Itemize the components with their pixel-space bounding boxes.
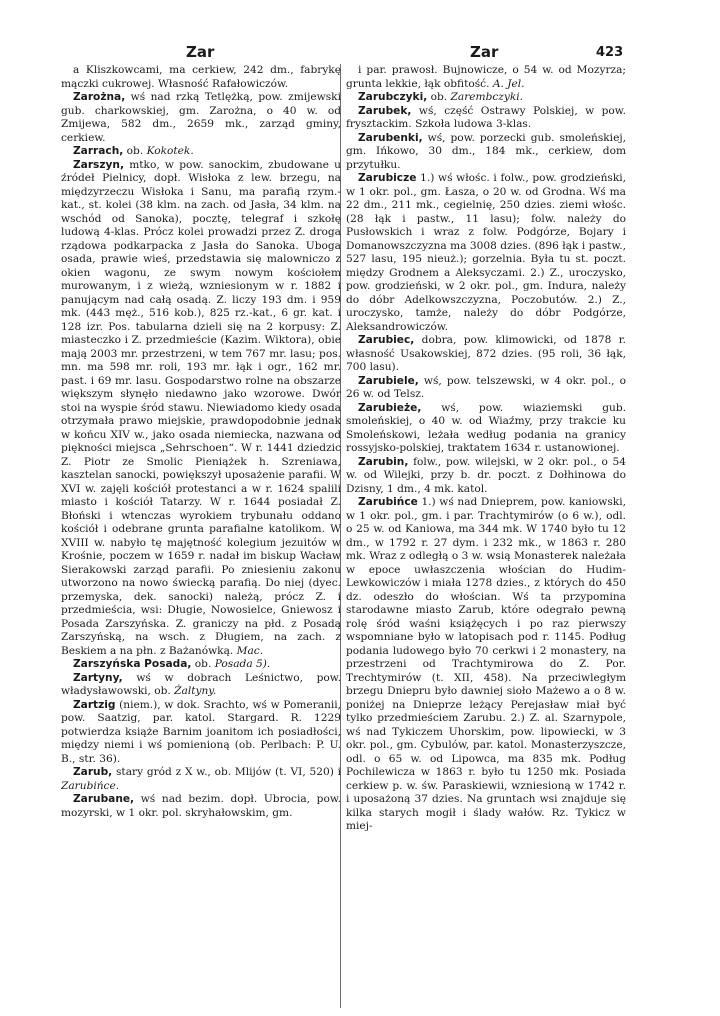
entry-text: stary gród z X w., ob. Mlijów (t. VI, 520) i — [116, 766, 341, 778]
entry-headword: Zarubicze — [358, 172, 417, 184]
right-column — [346, 64, 626, 1012]
entry-text: 1.) wś nad Dnieprem, pow. kaniowski, w 1 okr. pol., gm. i par. Trachtymirów (o 6 w.), odl. o 25 w. od Kaniowa, ma 344 mk. W 1740 było tu 12 dm., w 1792 r. 27 dym. i 232 mk., w 1863 r. 280 mk. Wraz z odległą o 3 w. wsią Monasterek należała w epoce uwłaszczenia włościan do Hudim-Lewkowiczów i miała 1278 dzies., z których do 450 dz. odeszło do włościan. Wś ta przypomina starodawne miasto Zarub, które odegrało pewną rolę śród waśni książęcych i po raz pierwszy wspomniane było w latopisach pod r. 1145. Podług podania ludowego było 70 cerkwi i 2 monastery, na przestrzeni od Trachtymirowa do Z. Por. Trechtymirów (t. XII, 458). Na przeciwległym brzegu Dniepru było dawniej sioło Mażewo a o 8 w. poniżej na Dnieprze leżący Perejasław miał być tylko przedmieściem Zarubu. 2.) Z. al. Szarnypole, wś nad Tykiczem Uhorskim, pow. lipowiecki, w 3 okr. pol., gm. Cybulów, par. katol. Monasterzyszcze, odl. o 65 w. od Lipowca, ma 835 mk. Podług Pochilewicza w 1863 r. było tu 1250 mk. Posiada cerkiew p. w. św. Paraskiewii, wzniesioną w 1742 r. i uposażoną 37 dzies. Na gruntach wsi znajduje się kilka starych mogił i ślady wałów. Rz. Tykicz w miej- — [346, 496, 626, 832]
dictionary-entry — [61, 658, 341, 672]
dictionary-entry — [61, 159, 341, 659]
entry-headword: Zartyny, — [73, 671, 123, 684]
dictionary-entry — [346, 375, 626, 402]
dictionary-entry — [346, 105, 626, 132]
entry-text: dobra, pow. klimowicki, od 1878 r. własność Usakowskiej, 872 dzies. (95 roli, 36 łąk, 700 lasu). — [346, 334, 626, 373]
entry-headword: Zarszyn, — [73, 158, 124, 171]
entry-text: 1.) wś włośc. i folw., pow. grodzieński, w 1 okr. pol., gm. Łasza, o 20 w. od Grodna. Wś ma 22 dm., 211 mk., cegielnię, 250 dzies. ziemi włośc. (28 łąk i pastw., 11 lasu); folw. należy do Pusłowskich i wraz z folw. Podgórze, Bojary i Domanowszczyzna ma 3008 dzies. (896 łąk i pastw., 527 lasu, 195 nieuż.); gorzelnia. Była tu st. poczt. między Grodnem a Aleksyczami. 2.) Z., uroczysko, pow. grodzieński, w 2 okr. pol., gm. Indura, należy do dóbr Adelkowszczyzna, Poczobutów. 2.) Z., uroczysko, tamże, należy do dóbr Podgórze, Aleksandrowiczów. — [346, 172, 626, 333]
cross-reference: Kokotek. — [146, 145, 194, 157]
entry-text: ob. — [126, 145, 144, 157]
entry-text: wś, część Ostrawy Polskiej, w pow. frysztackim. Szkoła ludowa 3-klas. — [346, 104, 626, 130]
dictionary-entry — [61, 672, 341, 699]
entry-headword: Zarrach, — [73, 145, 124, 157]
dictionary-entry — [346, 456, 626, 497]
running-head-left: Zar — [186, 43, 215, 61]
dictionary-entry — [346, 132, 626, 173]
entry-headword: Zarubane, — [73, 793, 135, 805]
dictionary-entry — [346, 402, 626, 456]
entry-headword: Zarubenki, — [358, 131, 423, 144]
entry-author: Mac. — [236, 644, 264, 657]
entry-text: mtko, w pow. sanockim, zbudowane u źródeł Pielnicy, dopł. Wisłoka z lew. brzegu, na międzyrzeczu Wisłoka i Sanu, ma parafią rzym.-kat., st. kolei (38 klm. na zach. od Jasła, 34 klm. na wschód od Sanoka), pocztę, telegraf i szkołę ludową 4-klas. Prócz kolei prowadzi przez Z. droga rządowa podkarpacka z Jasła do Sanoka. Uboga osada, prawie wieś, przedstawia się malowniczo z okien wagonu, ze swym nowym kościołem murowanym, i z wieżą, wzniesionym w r. 1882 i panującym nad całą osadą. Z. liczy 193 dm. i 959 mk. (443 męż., 516 kob.), 825 rz.-kat., 6 gr. kat. i 128 izr. Pos. tabularna dzieli się na 2 korpusy: Z. miasteczko i Z. przedmieście (Kazim. Wiktora), obie mają 2003 mr. przestrzeni, w tem 767 mr. lasu; pos. mn. ma 598 mr. roli, 193 mr. łąk i ogr., 162 mr. past. i 69 mr. lasu. Gospodarstwo rolne na obszarze większym słynęło niedawno jako wzorowe. Dwór stoi na wyspie śród stawu. Niewiadomo kiedy osada otrzymała prawo miejskie, prawdopodobnie jednak w końcu XIV w., jako osada niemiecka, nazwana od piękności miejsca „Sehrschoen“. W r. 1441 dziedzic Z. Piotr ze Smolic Pieniążek h. Szreniawa, kasztelan sanocki, powiększył uposażenie parafii. W XVI w. zajęli kościół protestanci a w r. 1624 spalili miasto i kościół Tatarzy. W r. 1644 posiadał Z. Błoński i wtenczas wyrokiem trybunału oddano kościół i odebrane grunta parafialne katolikom. W XVIII w. nabyło tę majętność kolegium jezuitów w Krośnie, poczem w 1659 r. nadał im biskup Wacław Sierakowski zarząd parafii. Po zniesieniu zakonu utworzono na nowo świecką parafią. Do niej (dyec. przemyska, dek. sanocki) należą, prócz Z. i przedmieścia, wsi: Długie, Nowosielce, Gniewosz i Posada Zarszyńska. Z. graniczy na płd. z Posadą Zarszyńską, na wsch. z Długiem, na zach. z Beskiem a na płn. z Bażanówką. — [61, 158, 341, 657]
entry-text: ob. — [194, 658, 212, 670]
dictionary-entry — [346, 334, 626, 375]
cross-reference: Żaltyny. — [174, 685, 217, 697]
entry-headword: Zarubczyki, — [358, 91, 428, 103]
entry-text: wś nad rzką Tetlężką, pow. zmijewski gub. charkowskiej, gm. Zarożna, o 40 w. od Zmijewa, 582 dm., 2659 mk., zarząd gminy, cerkiew. — [61, 91, 341, 144]
dictionary-entry — [346, 64, 626, 91]
dictionary-entry — [61, 793, 341, 820]
dictionary-entry — [61, 766, 341, 793]
entry-text: (niem.), w dok. Srachto, wś w Pomeranii, pow. Saatzig, par. katol. Stargard. R. 1229 potwierdza książe Barnim joanitom ich posiadłości, między niemi i wś pomienioną (ob. Perlbach: P. U. B., str. 36). — [61, 698, 341, 765]
entry-text: i par. prawosł. Bujnowicze, o 54 w. od Mozyrza; grunta lekkie, łąk obfitość. — [346, 64, 626, 90]
entry-text: wś w dobrach Leśnictwo, pow. władysławowski, ob. — [61, 671, 341, 697]
entry-headword: Zarub, — [73, 766, 113, 778]
page-number: 423 — [596, 45, 624, 60]
dictionary-entry — [61, 145, 341, 159]
dictionary-entry — [346, 496, 626, 834]
entry-text: folw., pow. wilejski, w 2 okr. pol., o 54 w. od Wilejki, przy b. dr. poczt. z Dołhinowa do Dzisny, 1 dm., 4 mk. katol. — [346, 455, 626, 495]
entry-headword: Zarożna, — [73, 91, 126, 103]
dictionary-entry — [61, 64, 341, 91]
entry-text: ob. — [430, 91, 448, 103]
entry-headword: Zarubek, — [358, 104, 412, 117]
cross-reference: Zarubińce. — [61, 779, 120, 792]
dictionary-entry — [61, 91, 341, 145]
dictionary-entry — [346, 91, 626, 105]
entry-headword: Zarubińce — [358, 496, 418, 508]
entry-headword: Zarubin, — [358, 455, 409, 468]
running-head-right: Zar — [470, 43, 499, 61]
entry-headword: Zarubiele, — [358, 374, 419, 387]
entry-text: wś, pow. porzecki gub. smoleńskiej, gm. Ińkowo, 30 dm., 184 mk., cerkiew, dom przytułku. — [346, 131, 626, 171]
dictionary-entry — [346, 172, 626, 334]
entry-text: wś, pow. telszewski, w 4 okr. pol., o 26 w. od Telsz. — [346, 374, 626, 400]
entry-headword: Zartzig — [73, 698, 116, 711]
entry-author: A. Jel. — [492, 77, 525, 90]
entry-text: wś nad bezim. dopł. Ubrocia, pow. mozyrski, w 1 okr. pol. skryhałowskim, gm. — [61, 793, 341, 819]
entry-headword: Zarubiec, — [358, 334, 415, 346]
cross-reference: Zarembczyki. — [450, 91, 524, 103]
dictionary-entry — [61, 699, 341, 767]
left-column — [61, 64, 341, 1012]
entry-headword: Zarszyńska Posada, — [73, 658, 192, 670]
entry-text: a Kliszkowcami, ma cerkiew, 242 dm., fabrykę mączki cukrowej. Własność Rafałowiczów. — [61, 64, 341, 90]
entry-text: wś, pow. wiaziemski gub. smoleńskiej, o 40 w. od Wiaźmy, przy trakcie ku Smoleńskowi, leżała według podania na granicy rossyjsko-polskiej, traktatem 1634 r. ustanowionej. — [346, 401, 626, 454]
entry-headword: Zarubieże, — [358, 401, 422, 414]
cross-reference: Posada 5). — [214, 658, 271, 670]
